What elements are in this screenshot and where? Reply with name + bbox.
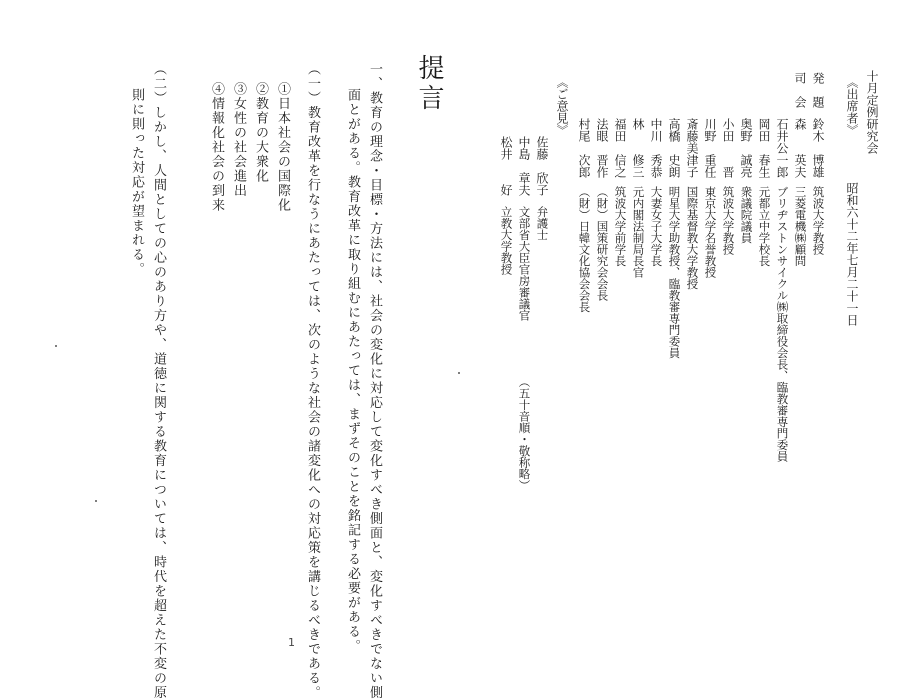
attendee-name: 岡田 春生 <box>757 118 771 178</box>
opinion-role: 文部省大臣官房審議官 <box>517 206 532 321</box>
opinion-name: 中島 章夫 <box>517 136 531 196</box>
proposal-sub-2-line-2: 則に則った対応が望まれる。 <box>129 88 144 277</box>
attendee-role: 衆議院議員 <box>739 186 754 244</box>
attendee-name: 斎藤美津子 <box>685 118 699 178</box>
page-number: 1 <box>288 636 295 649</box>
attendee-role: 三菱電機㈱顧問 <box>793 186 808 267</box>
opinion-role: 弁護士 <box>535 206 550 241</box>
attendee-role: 元内閣法制局長官 <box>631 186 646 278</box>
attendee-role: 筑波大学前学長 <box>613 186 628 267</box>
opinion-name: 松井 好 <box>499 136 513 196</box>
proposal-sub-2-line-1: （二）しかし、人間としての心のあり方や、道徳に関する教育については、時代を超えた不変の原 <box>151 62 166 700</box>
attendee-role: 東京大学名誉教授 <box>703 186 718 278</box>
attendee-name: 川野 重任 <box>703 118 717 178</box>
attendee-role: 明星大学助教授、臨教審専門委員 <box>667 186 682 359</box>
proposal-list-item: ④情報化社会の到来 <box>209 82 224 213</box>
attendee-name: 福田 信之 <box>613 118 627 178</box>
attendee-name: 高橋 史朗 <box>667 118 681 178</box>
opinions-label: 《ご意見》 <box>555 76 569 136</box>
attendee-role: （財）日韓文化協会会長 <box>577 186 592 313</box>
proposal-list-item: ②教育の大衆化 <box>253 82 268 184</box>
attendees-label: 《出席者》 <box>845 76 859 136</box>
attendee-name: 小田 晋 <box>721 118 735 178</box>
attendee-name: 森 英夫 <box>793 118 807 178</box>
meeting-name: 十月定例研究会 <box>865 70 879 154</box>
attendee-name: 奥野 誠亮 <box>739 118 753 178</box>
presenter-label: 発 題 <box>811 72 825 108</box>
opinion-role: 立教大学教授 <box>499 206 514 275</box>
chair-label: 司 会 <box>793 72 807 108</box>
attendee-name: 林 修三 <box>631 118 645 178</box>
attendee-name: 石井公一郎 <box>775 118 789 178</box>
attendee-name: 村尾 次郎 <box>577 118 591 178</box>
attendee-role: 筑波大学教授 <box>811 186 826 255</box>
attendee-role: （財）国策研究会会長 <box>595 186 610 301</box>
attendee-role: 筑波大学教授 <box>721 186 736 255</box>
proposal-item-1-line-1: 一、教育の理念・目標・方法には、社会の変化に対応して変化すべき側面と、変化すべきでない側 <box>367 62 382 700</box>
attendee-role: 国際基督教大学教授 <box>685 186 700 290</box>
proposal-sub-1: （一）教育改革を行なうにあたっては、次のような社会の諸変化への対応策を講じるべきである。 <box>305 62 320 700</box>
proposal-list-item: ③女性の社会進出 <box>231 82 246 198</box>
attendee-role: ブリヂストンサイクル㈱取締役会長、臨教審専門委員 <box>775 186 790 462</box>
proposal-list-item: ①日本社会の国際化 <box>275 82 290 213</box>
opinion-name: 佐藤 欣子 <box>535 136 549 196</box>
scan-speck <box>458 372 460 374</box>
proposal-item-1-line-2: 面とがある。教育改革に取り組むにあたっては、まずそのことを銘記する必要がある。 <box>345 88 360 654</box>
scan-speck <box>55 345 57 347</box>
scan-speck <box>95 500 97 502</box>
attendee-name: 鈴木 博雄 <box>811 118 825 178</box>
attendee-name: 法眼 晋作 <box>595 118 609 178</box>
attendee-name: 中川 秀恭 <box>649 118 663 178</box>
meeting-date: 昭和六十二年七月二十一日 <box>845 182 859 326</box>
order-note: （五十音順・敬称略） <box>517 376 532 491</box>
proposal-title: 提言 <box>414 54 444 114</box>
attendee-role: 大妻女子大学長 <box>649 186 664 267</box>
attendee-role: 元都立中学校長 <box>757 186 772 267</box>
